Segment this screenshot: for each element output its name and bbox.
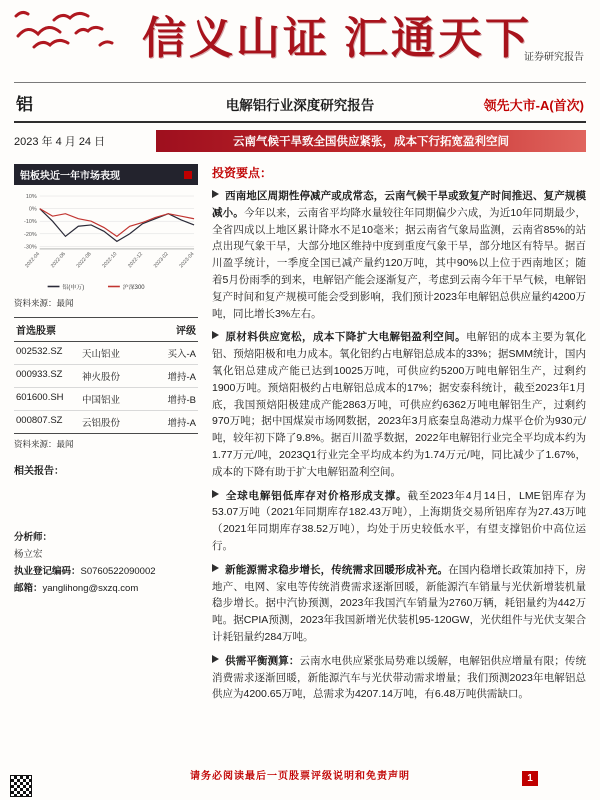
svg-text:2023-02: 2023-02 xyxy=(152,251,170,270)
report-title: 电解铝行业深度研究报告 xyxy=(225,98,375,113)
page-number-badge: 1 xyxy=(522,771,538,786)
svg-text:-20%: -20% xyxy=(24,231,37,238)
bullet-arrow-icon xyxy=(212,655,219,663)
bullet-point xyxy=(212,488,586,555)
footer-disclaimer: 请务必阅读最后一页股票评级说明和免责声明 xyxy=(190,771,410,782)
email-line xyxy=(14,580,198,597)
svg-text:-30%: -30% xyxy=(24,244,37,251)
stock-code: 000933.SZ xyxy=(16,369,63,380)
table-row xyxy=(14,365,198,388)
stocks-table xyxy=(14,342,198,434)
point-lead: 西南地区周期性停减产或成常态，云南气候干旱或致复产时间推迟、复产规模减小。 xyxy=(212,190,586,219)
point-body: 截至2023年4月14日，LME铝库存为53.07万吨（2021年同期库存182.43万吨），上海期货交易所铝库存为27.43万吨（2021年同期库存38.52万吨），均处于历史较低水平，有望支撑铝价中高位运行。 xyxy=(212,489,586,552)
point-lead: 原材料供应宽松，成本下降扩大电解铝盈利空间。 xyxy=(225,331,467,344)
stock-code: 002532.SZ xyxy=(16,346,63,357)
date-row xyxy=(14,130,586,152)
bullet-arrow-icon xyxy=(212,331,219,339)
stock-name: 神火股份 xyxy=(82,372,121,383)
stock-code: 601600.SH xyxy=(16,392,64,403)
license-label: 执业登记编码： xyxy=(14,566,81,578)
chart-source: 资料来源：最闻 xyxy=(14,298,74,308)
market-chart-title: 铝板块近一年市场表现 xyxy=(20,171,120,182)
point-lead: 新能源需求稳步增长，传统需求回暖形成补充。 xyxy=(225,563,449,576)
stock-name: 天山铝业 xyxy=(82,349,121,360)
bullet-point xyxy=(212,653,586,703)
stock-name: 云铝股份 xyxy=(82,418,121,429)
svg-text:2022-04: 2022-04 xyxy=(24,251,42,270)
license-code: S0760522090002 xyxy=(80,566,156,578)
stock-rating: 买入-A xyxy=(167,349,196,360)
svg-text:2022-10: 2022-10 xyxy=(101,251,119,270)
market-performance-chart xyxy=(14,187,198,293)
title-row xyxy=(14,82,586,123)
analyst-block xyxy=(14,529,198,597)
table-row xyxy=(14,411,198,433)
brand-slogan: 信义山证 汇通天下 xyxy=(142,14,532,63)
point-body: 云南水电供应紧张局势难以缓解，电解铝供应增量有限；传统消费需求逐渐回暖，新能源汽车与光伏带动需求增量；我们预测2023年电解铝总供应为4200.65万吨，总需求为4207.14万吨，有6.48万吨供需缺口。 xyxy=(212,654,587,701)
market-chart-header xyxy=(14,164,198,185)
report-date: 2023 年 4 月 24 日 xyxy=(14,136,106,148)
email-label: 邮箱： xyxy=(14,583,43,595)
point-lead: 全球电解铝低库存对价格形成支撑。 xyxy=(225,489,408,502)
stocks-source: 资料来源：最闻 xyxy=(14,439,74,449)
bullet-point xyxy=(212,188,586,322)
svg-text:2022-12: 2022-12 xyxy=(127,251,145,270)
bullet-arrow-icon xyxy=(212,190,219,198)
license-line xyxy=(14,563,198,580)
report-type-label: 证券研究报告 xyxy=(524,52,584,63)
masthead xyxy=(14,0,586,82)
sidebar xyxy=(14,164,198,710)
point-lead: 供需平衡测算： xyxy=(225,654,300,667)
bullet-point xyxy=(212,329,586,480)
subtitle-banner: 云南气候干旱致全国供应紧张，成本下行拓宽盈利空间 xyxy=(156,130,586,152)
investment-points-heading: 投资要点： xyxy=(212,166,273,180)
point-body: 今年以来，云南省平均降水量较往年同期偏少六成，为近10年同期最少，全省四成以上地区累计降水不足10毫米；据云南省气象局监测，云南省85%的站点出现气象干旱，大部分地区维持中度到重度气象干旱，部分地区有特旱。据百川盈孚统计，一季度全国已减产量约120万吨，其中90%以上位于西南地区；随着5月份雨季的到来，电解铝产能会逐渐复产，考虑到云南今年干旱气候，电解铝复产时间和复产规模可能会受到影响，我们预计2023年电解铝总供应量约4200万吨，同比增长3%左右。 xyxy=(212,206,586,320)
rating-badge: 领先大市-A(首次) xyxy=(483,98,584,113)
analyst-email: yanglihong@sxzq.com xyxy=(42,583,139,595)
analyst-name: 杨立宏 xyxy=(14,549,43,561)
point-body: 在国内稳增长政策加持下，房地产、电网、家电等传统消费需求逐渐回暖，新能源汽车销量与光伏新增装机量稳步增长。据中汽协预测，2023年我国汽车销量为2760万辆，耗铝量约为442万吨。据CPIA预测，2023年我国新增光伏装机95-120GW，光伏组件与光伏支架合计耗铝量约284万吨。 xyxy=(212,563,587,643)
svg-text:10%: 10% xyxy=(25,194,37,201)
stock-code: 000807.SZ xyxy=(16,415,63,426)
table-row xyxy=(14,388,198,411)
column-header-rating: 评级 xyxy=(176,326,196,337)
svg-text:铝(申万): 铝(申万) xyxy=(62,284,85,291)
content-columns xyxy=(14,164,586,710)
stock-rating: 增持-A xyxy=(167,372,196,383)
sector-label: 铝 xyxy=(16,95,33,114)
analyst-label: 分析师： xyxy=(14,532,53,543)
bullet-arrow-icon xyxy=(212,490,219,498)
stock-name: 中国铝业 xyxy=(82,395,121,406)
bullet-point xyxy=(212,562,586,646)
red-geese-decoration-icon xyxy=(14,6,132,61)
svg-text:2022-08: 2022-08 xyxy=(75,251,93,270)
svg-text:0%: 0% xyxy=(28,206,37,213)
stock-rating: 增持-A xyxy=(167,418,196,429)
red-square-decoration xyxy=(184,171,192,179)
related-reports-label: 相关报告： xyxy=(14,466,64,477)
svg-text:2022-06: 2022-06 xyxy=(49,251,67,270)
svg-text:2023-04: 2023-04 xyxy=(178,251,196,270)
point-body: 电解铝的成本主要为氧化铝、预焙阳极和电力成本。氧化铝约占电解铝总成本的33%；据SMM统计，国内氧化铝总建成产能已达到10025万吨，可供应约5200万吨电解铝生产，过剩约1900万吨。预焙阳极约占电解铝总成本的17%；据安泰科统计，截至2023年1月底，我国预焙阳极建成产能2863万吨，可供应约6362万吨电解铝生产，过剩约970万吨；据中国煤炭市场网数据，2023年3月底秦皇岛港动力煤平仓价为930元/吨，较年初下降了9.8%。据百川盈孚数据，2022年电解铝行业完全平均成本约为1.77万元/吨，2023Q1行业完全平均成本约为1.74万元/吨，同比减少了1.67%，成本的下降有助于扩大电解铝盈利空间。 xyxy=(212,331,587,478)
svg-text:沪深300: 沪深300 xyxy=(122,284,145,291)
stock-rating: 增持-B xyxy=(167,395,196,406)
column-header-stock: 首选股票 xyxy=(16,326,56,337)
report-body xyxy=(212,164,586,710)
table-row xyxy=(14,342,198,365)
bullet-arrow-icon xyxy=(212,564,219,572)
footer xyxy=(0,766,600,784)
stocks-table-header xyxy=(14,317,198,342)
svg-text:-10%: -10% xyxy=(24,219,37,226)
